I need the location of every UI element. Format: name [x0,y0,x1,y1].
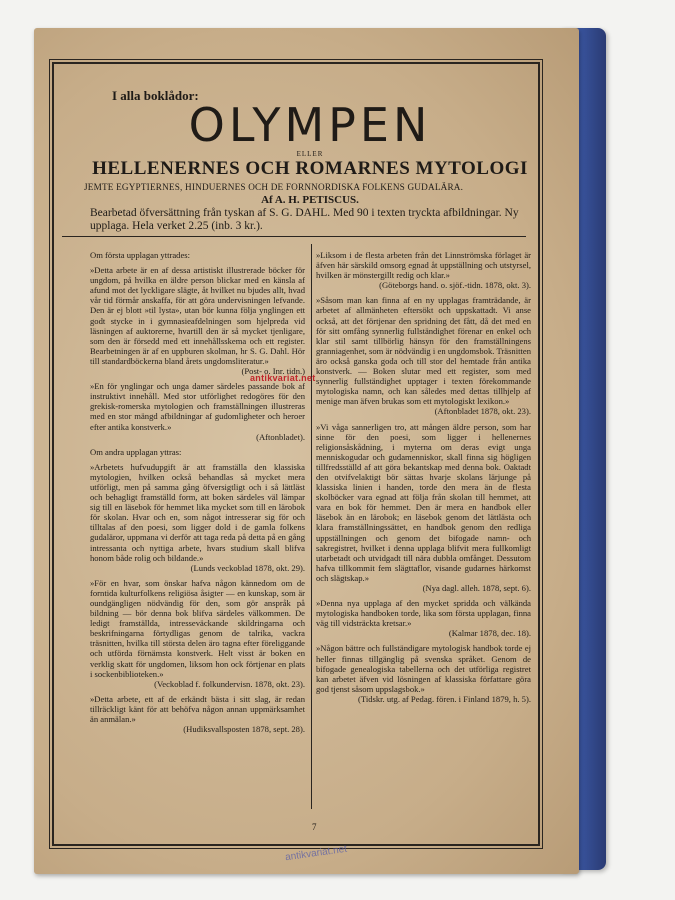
review-source: (Tidskr. utg. af Pedag. fören. i Finland 1879, h. 5). [358,693,531,704]
review-item: Om första upplagan yttrades: [90,250,190,260]
review-item: Om andra upplagan yttras: [90,446,182,457]
review-item: »Denna nya upplaga af den mycket spridda och välkända mytologiska handboken torde, lika som första upplagan, finna väg till vidsträckta kretsar.» (Kalmar 1878, dec. 18). [316,598,531,639]
book-title: OLYMPEN [188,98,432,152]
right-review-column [316,250,531,709]
review-source: (Veckoblad f. folkundervisn. 1878, okt. 23). [154,678,305,689]
review-source: (Kalmar 1878, dec. 18). [448,628,531,639]
pre-title: I alla boklådor: [112,88,199,103]
book-subtitle: HELLENERNES OCH ROMARNES MYTOLOGI [92,158,528,179]
review-item: »För en hvar, som önskar hafva någon kännedom om de forntida kulturfolkens religiösa åsigter — en kunskap, som är oundgängligen nödvändig för den, som gör anspråk på bildning — bör denna bok blifva särdeles välkommen. De ledigt framställda, intresseväckande skildringarna och beskrifningarna förtydligas genom de talrika, vackra träsnitten, hvilka till största delen äro tagna efter föreliggande och utförda förnämsta konstverk. Helt visst är boken en verklig skatt för ungdomen, liksom hon ock förtjenar en plats i sockenbiblioteken.» (Veckoblad f. folkundervisn. 1878, okt. 23). [90,577,305,689]
left-review-column [90,250,305,739]
review-item: »Detta arbete är en af dessa artistiskt illustrerade böcker för ungdom, på hvilka en äldre person blickar med en känsla af afund mot det lyckligare slägte, åt hvilket nu bjudes allt, hvad vår tid förmår anskaffa, för att göra undervisningen lefvande. Den är ej blott »til lysta», utan bör kunna följa ynglingen ett godt stycke in i gymnasieafdelningen som hjelpreda vid läsningen af auktorerne, hvartill den är så mycket tjenligare, som den är försedd med ett innehållsskema och ett register. Bearbetningen är af en uppburen skolman, hr S. G. Dahl. Hör till standardböckerna bland årets ungdomsliteratur.» (Post- o. Inr. tidn.) [90,265,305,377]
review-source: (Hudiksvallsposten 1878, sept. 28). [183,724,305,735]
review-source: (Post- o. Inr. tidn.) [241,366,305,377]
header-rule [62,236,526,237]
review-source: (Aftonbladet). [256,431,305,442]
review-item: »Någon bättre och fullständigare mytologisk handbok torde ej heller finnas tillgänglig på svenska språket. Genom de bifogade genealogiska tabellerna och det utförliga registret kan arbetet äfven vid lösningen af klassiska författare göra god tjenst såsom uppslagsbok.» (Tidskr. utg. af Pedag. fören. i Finland 1879, h. 5). [316,643,531,704]
book-subline: JEMTE EGYPTIERNES, HINDUERNES OCH DE FORNNORDISKA FOLKENS GUDALÄRA. [84,182,464,192]
review-item: »Såsom man kan finna af en ny upplagas framträdande, är arbetet af allmänheten eftersökt och uppskattadt. Vi anse också, att det förtjenar den spridning det fått, då det med en för sitt omfång synnerlig fullständighet förenar en enkel och klar stil samt tillbörlig hänsyn för den framställningens granniagenhet, som är nödvändig i en ungdomsbok. Träsnitten äro också ganska goda och till stor del hemtade från antika konstverk. — Boken slutar med ett register, som med synnerlig fullständighet upptager i texten förekommande mytologiska namn, och kan således med dettas tillhjelp af menige man äfven brukas som ett mytologiskt lexikon.» (Aftonbladet 1878, okt. 23). [316,295,531,417]
review-source: (Aftonbladet 1878, okt. 23). [434,406,531,417]
review-item: »En för ynglingar och unga damer särdeles passande bok af instruktivt innehåll. Med stor utförlighet redogöres för den grekisk-romerska mytologien och framställningen illustreras med en stor mängd afbildningar af gudomligheter och heroer efter antika konstverk.» (Aftonbladet). [90,381,305,442]
eller-label: ELLER [296,150,324,158]
book-author: Af A. H. PETISCUS. [261,194,359,206]
page-number: 7 [312,822,317,832]
review-source: (Lunds veckoblad 1878, okt. 29). [190,562,305,573]
review-item: »Detta arbete, ett af de erkändt bästa i sitt slag, är redan tillräckligt känt för att behöfva någon annan uppmärksamhet än anmälan.» (Hudiksvallsposten 1878, sept. 28). [90,693,305,735]
review-item: »Liksom i de flesta arbeten från det Linnströmska förlaget är äfven här särskild omsorg egnad åt uppställning och utstyrsel, hvilken är mönstergillt redig och klar.» (Göteborgs hand. o. sjöf.-tidn. 1878, okt. 3). [316,250,531,291]
watermark-stamp: antikvariat.net [250,373,316,383]
watermark-stamp-bottom: antikvariat.net [284,843,348,864]
review-item: »Arbetets hufvudupgift är att framställa den klassiska mytologien, hvilken också behandlas så mycket mera utförligt, men på samma gång öfversigtligt och i så lättläst och behagligt framställd form, att boken särdeles väl lämpar sig till en läsebok för hemmet lika mycket som till en lärobok för skolan. Hvar och en, som något intresserar sig för och tilltalas af den poesi, som ligger dold i de gamla folkens gudaläror, uppmana vi derför att taga reda på detta på en gång intressanta och nyttiga arbete, hvars studium skall blifva honom både rolig och bildande.» (Lunds veckoblad 1878, okt. 29). [90,461,305,573]
review-item: »Vi våga sannerligen tro, att mången äldre person, som har sinne för den poesi, som ligger i hellenernes religionsåskådning, i myterna om deras evigt unga menniskogudar och gudamenniskor, skall finna sig högligen tillfredsställd af att göra bekantskap med denna bok. Oaktadt den otvifvelaktigt bör sättas hvarje skolans lärjunge på klassiska linien i handen, torde den mera än de flesta skolböcker vara egnad att följa från skolan till hemmet, att vara en bok för hemmet. Den är mera en handbok eller läsebok än en lärobok; en läsebok genom det lättlästa och klara framställningssättet, en handbok genom den redliga uppställningen och genom det bifogade namn- och sakregistret, hvilket i denna upplaga blifvit mera fullkomligt utarbetadt och utvidgadt till nära dubbla omfånget. Dessutom hafva tillkommit fem slägttaflor, visande gudarnes härkomst och slägtskap.» (Nya dagl. alleh. 1878, sept. 6). [316,421,531,593]
review-source: (Nya dagl. alleh. 1878, sept. 6). [422,583,531,593]
column-divider [311,244,312,809]
review-source: (Göteborgs hand. o. sjöf.-tidn. 1878, okt. 3). [379,280,531,291]
translation-note: Bearbetad öfversättning från tyskan af S. G. DAHL. Med 90 i texten tryckta afbildningar. Ny upplaga. Hela verket 2.25 (inb. 3 kr.). [90,207,519,232]
